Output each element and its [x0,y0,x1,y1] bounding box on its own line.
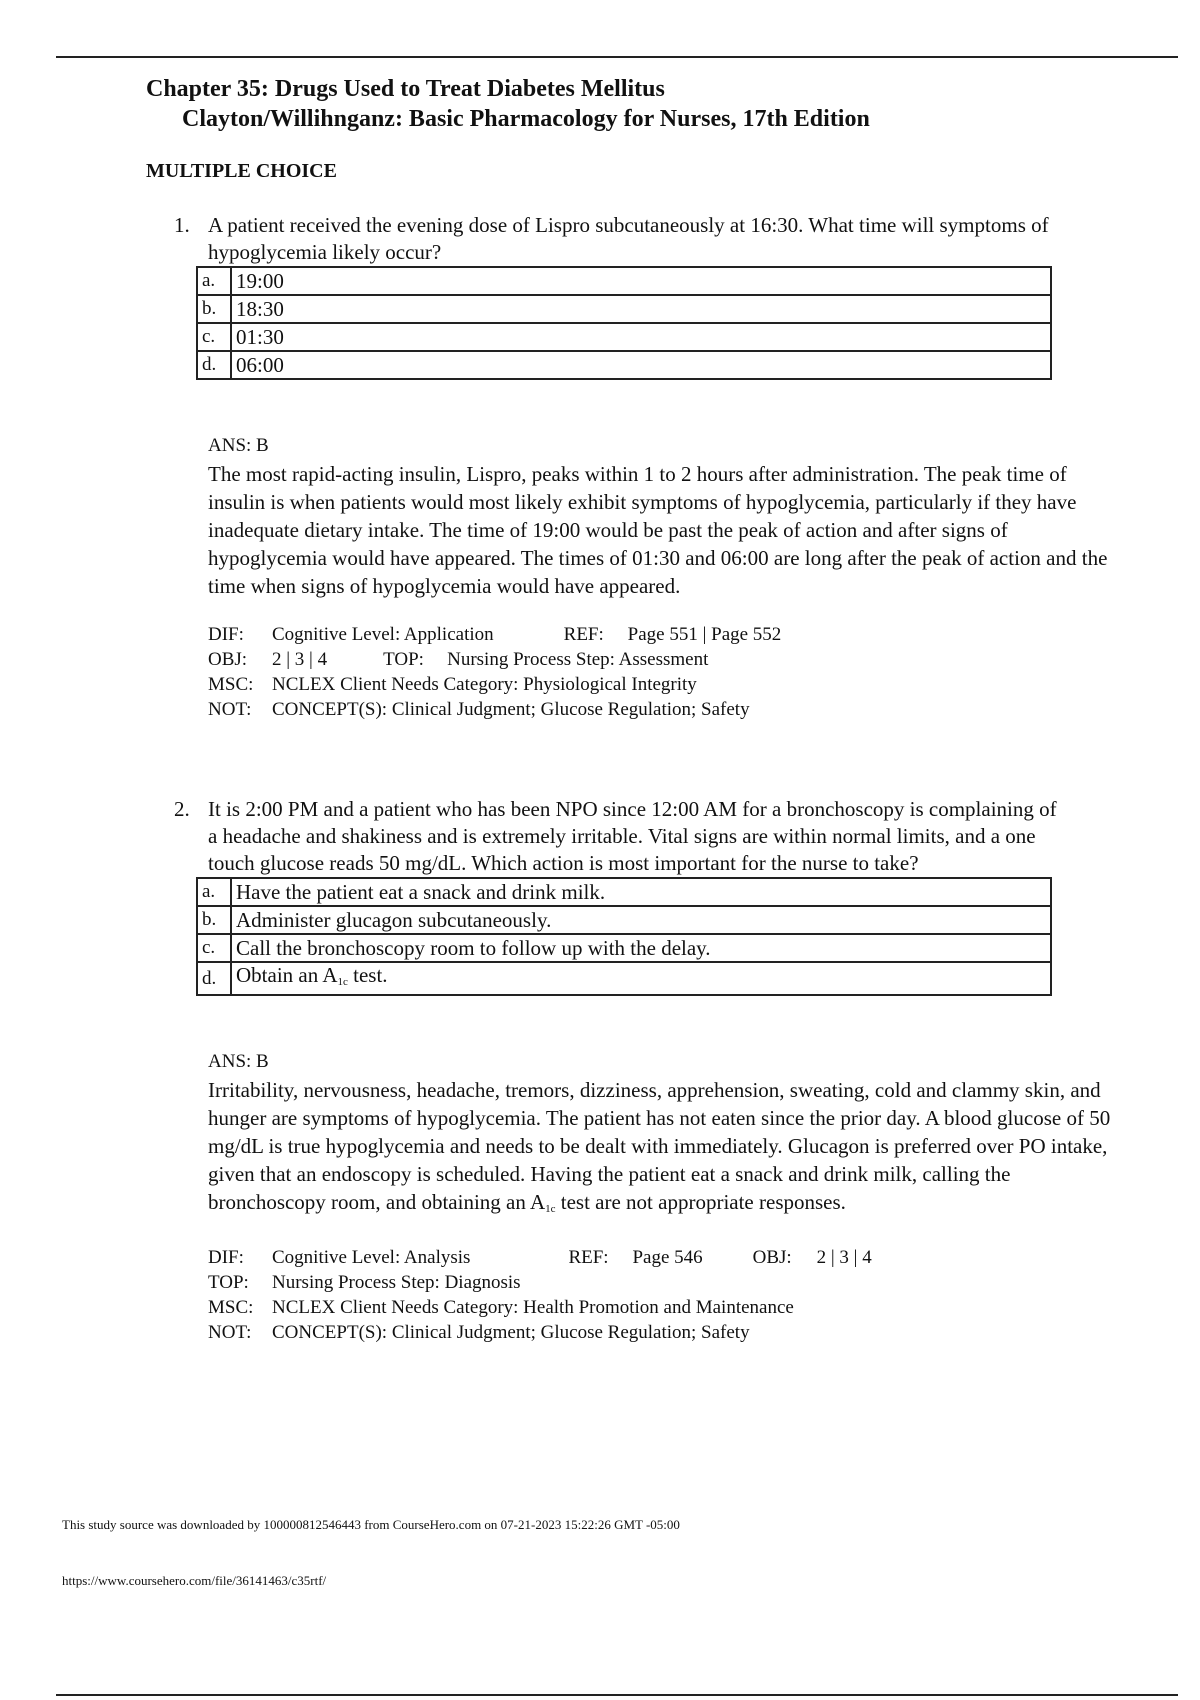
rationale-text: Irritability, nervousness, headache, tremors, dizziness, apprehension, sweating, cold and clammy skin, and hunger are symptoms of hypoglycemia. The patient has not eaten since the prior day. A blood glucose of 50 mg/dL is true hypoglycemia and needs to be dealt with immediately. Glucagon is preferred over PO intake, given that an endoscopy is scheduled. Having the patient eat a snack and drink milk, calling the bronchoscopy room, and obtaining an A [208,1078,1111,1214]
option-row [197,323,1051,351]
option-text: 01:30 [231,323,1051,351]
rationale [208,1076,1128,1223]
top-rule [56,56,1178,58]
bottom-rule [56,1694,1178,1696]
option-text: 19:00 [231,267,1051,295]
subscript: 1c [337,976,348,988]
options-table [196,266,1052,380]
ref-label: REF: [563,624,604,645]
concepts: CONCEPT(S): Clinical Judgment; Glucose Regulation; Safety [272,1322,750,1343]
option-text-part: test. [347,963,388,987]
option-letter: d. [197,962,231,995]
concepts: CONCEPT(S): Clinical Judgment; Glucose Regulation; Safety [272,699,750,720]
option-text: Administer glucagon subcutaneously. [231,906,1051,934]
obj-label: OBJ: [752,1247,792,1268]
option-row [197,351,1051,379]
section-heading: MULTIPLE CHOICE [146,160,337,182]
top-label: TOP: [208,1272,249,1293]
option-text: Call the bronchoscopy room to follow up with the delay. [231,934,1051,962]
reference: Page 551 | Page 552 [627,624,782,645]
option-letter: c. [197,934,231,962]
option-letter: a. [197,878,231,906]
question-text: A patient received the evening dose of Lispro subcutaneously at 16:30. What time will symptoms of hypoglycemia likely occur? [208,213,1049,264]
objectives: 2 | 3 | 4 [272,649,328,670]
option-row [197,295,1051,323]
difficulty: Cognitive Level: Application [272,624,494,645]
dif-label: DIF: [208,624,244,645]
option-row [197,267,1051,295]
msc-label: MSC: [208,674,254,695]
question-metadata [208,622,1174,722]
answer-key: ANS: B [208,1051,269,1072]
question-1 [174,212,1174,722]
msc-category: NCLEX Client Needs Category: Physiological Integrity [272,674,697,695]
option-row [197,906,1051,934]
document-title [146,74,870,134]
download-note: This study source was downloaded by 100000812546443 from CourseHero.com on 07-21-2023 15:22:26 GMT -05:00 [62,1517,680,1532]
option-row [197,878,1051,906]
msc-category: NCLEX Client Needs Category: Health Promotion and Maintenance [272,1297,794,1318]
topic: Nursing Process Step: Diagnosis [272,1272,521,1293]
source-url[interactable]: https://www.coursehero.com/file/36141463/c35rtf/ [62,1573,327,1588]
question-metadata [208,1245,1174,1345]
subscript: 1c [545,1203,556,1215]
option-text [231,962,1051,995]
difficulty: Cognitive Level: Analysis [272,1247,471,1268]
option-text: Have the patient eat a snack and drink milk. [231,878,1051,906]
question-2 [174,796,1174,1345]
rationale: The most rapid-acting insulin, Lispro, peaks within 1 to 2 hours after administration. The peak time of insulin is when patients would most likely exhibit symptoms of hypoglycemia, particularly if they have inadequate dietary intake. The time of 19:00 would be past the peak of action and after signs of hypoglycemia would have appeared. The times of 01:30 and 06:00 are long after the peak of action and the time when signs of hypoglycemia would have appeared. [208,462,1108,598]
ref-label: REF: [568,1247,609,1268]
objectives: 2 | 3 | 4 [816,1247,872,1268]
answer-key: ANS: B [208,435,269,456]
top-label: TOP: [383,649,424,670]
question-number: 2. [174,797,190,821]
option-text: 18:30 [231,295,1051,323]
option-letter: a. [197,267,231,295]
obj-label: OBJ: [208,649,248,670]
book-title: Clayton/Willihnganz: Basic Pharmacology for Nurses, 17th Edition [182,106,870,132]
dif-label: DIF: [208,1247,244,1268]
not-label: NOT: [208,1322,252,1343]
option-row [197,934,1051,962]
reference: Page 546 [632,1247,703,1268]
question-text: It is 2:00 PM and a patient who has been NPO since 12:00 AM for a bronchoscopy is complaining of a headache and shakiness and is extremely irritable. Vital signs are within normal limits, and a one touch glucose reads 50 mg/dL. Which action is most important for the nurse to take? [208,797,1057,875]
not-label: NOT: [208,699,252,720]
topic: Nursing Process Step: Assessment [447,649,709,670]
option-text: 06:00 [231,351,1051,379]
option-letter: c. [197,323,231,351]
option-text-part: Obtain an A [236,963,338,987]
msc-label: MSC: [208,1297,254,1318]
question-number: 1. [174,213,190,237]
chapter-title: Chapter 35: Drugs Used to Treat Diabetes Mellitus [146,76,665,102]
rationale-text-end: test are not appropriate responses. [555,1190,846,1214]
option-letter: d. [197,351,231,379]
option-row [197,962,1051,995]
options-table [196,877,1052,996]
option-letter: b. [197,295,231,323]
option-letter: b. [197,906,231,934]
